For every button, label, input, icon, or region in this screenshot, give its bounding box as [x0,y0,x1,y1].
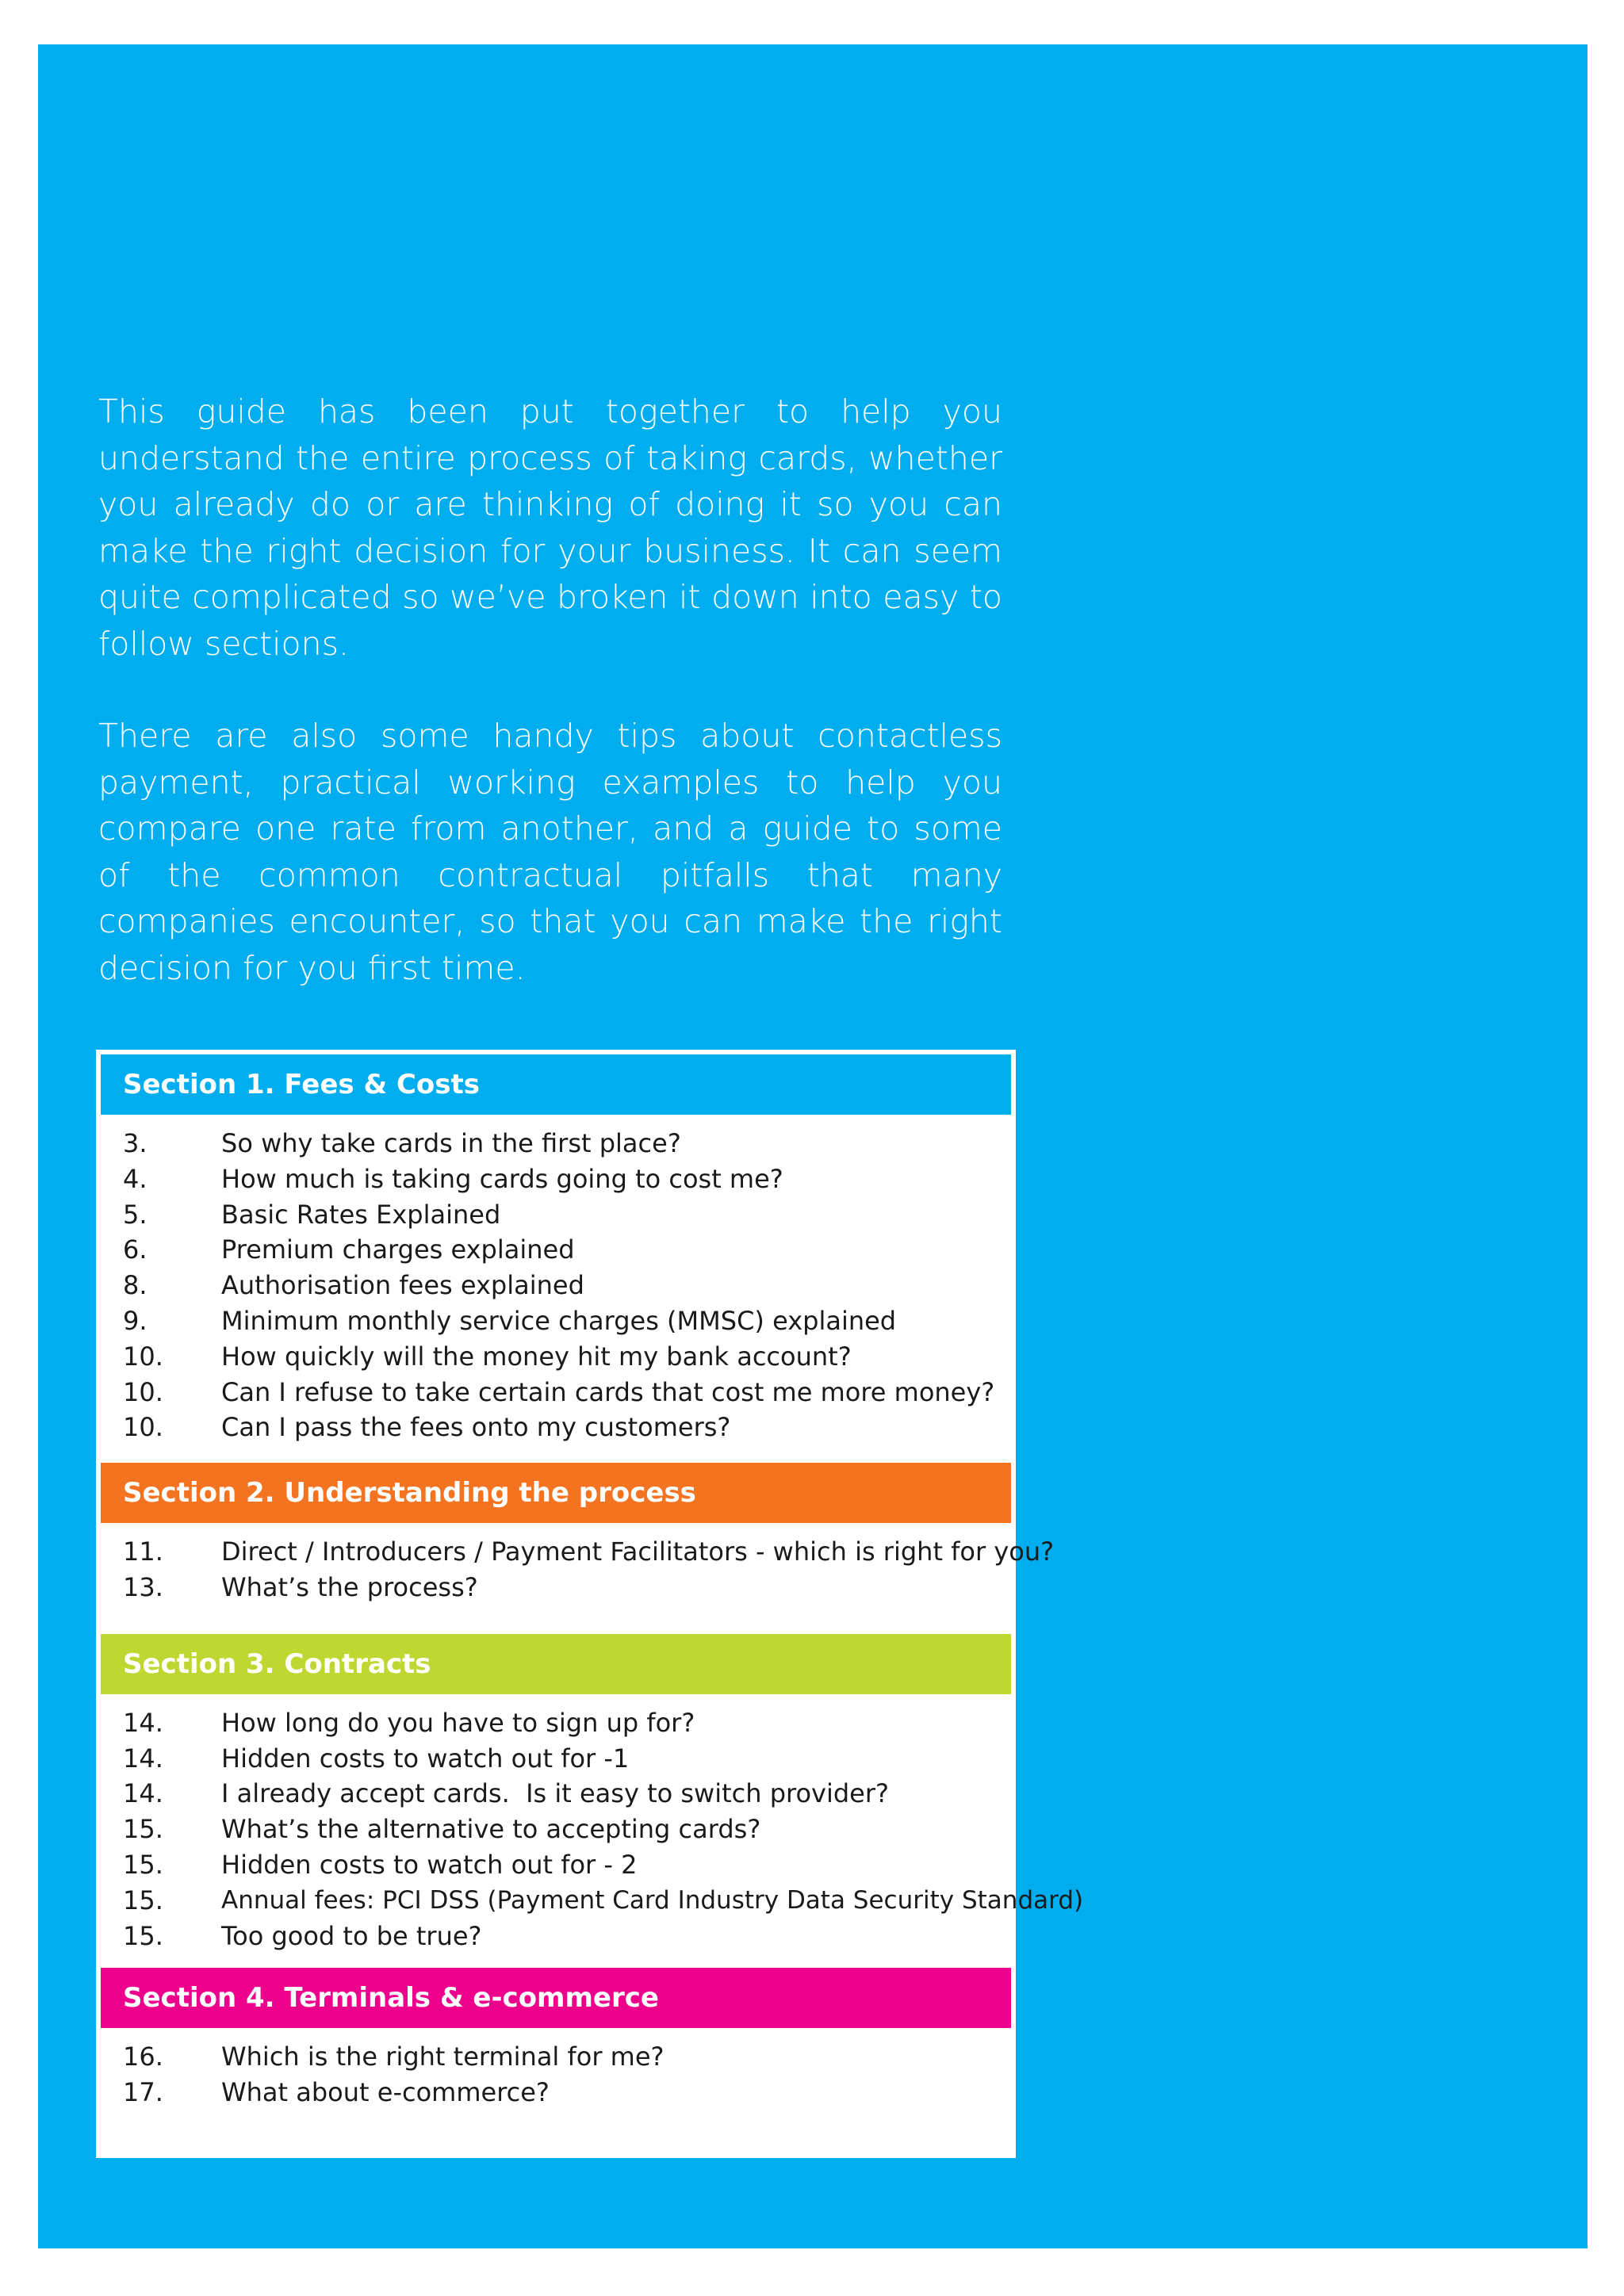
intro-paragraph-2: There are also some handy tips about contactless payment, practical working examples to help you compare one rate from another, and a guide to some of the common contractual pitfalls that many companies encounter, so that you can make the right decision for you first time. [98,717,1002,987]
toc-item[interactable] [101,1570,1011,1605]
toc-item[interactable] [101,1741,1011,1777]
toc-item-title: What about e-commerce? [221,2077,550,2108]
toc-item-title: Can I pass the fees onto my customers? [221,1412,731,1443]
toc-item-title: Hidden costs to watch out for - 2 [221,1849,638,1880]
intro-paragraph-1: This guide has been put together to help you understand the entire process of taking cards, whether you already do or are thinking of doing it so you can make the right decision for your business. It can seem quite complicated so we’ve broken it down into easy to follow sections. [98,392,1002,663]
toc-page-number: 11. [123,1536,163,1567]
toc-page-number: 6. [123,1234,147,1265]
toc-page-number: 14. [123,1778,163,1809]
table-of-contents [96,1050,1084,2158]
toc-page-number: 5. [123,1199,147,1230]
toc-page-number: 15. [123,1849,163,1880]
toc-item-title: Can I refuse to take certain cards that cost me more money? [221,1376,995,1407]
toc-item-title: Direct / Introducers / Payment Facilitators - which is right for you? [221,1536,1055,1567]
section-list-terminals-ecommerce [101,2028,1011,2110]
toc-item[interactable] [101,1126,1011,1161]
toc-page-number: 4. [123,1163,147,1194]
toc-page-number: 14. [123,1707,163,1738]
toc-item-title: How long do you have to sign up for? [221,1707,695,1738]
toc-item-title: Too good to be true? [221,1920,482,1951]
section-list-contracts [101,1694,1084,1954]
toc-item[interactable] [101,1919,1011,1954]
toc-item[interactable] [101,1339,1011,1375]
section-header-fees-costs: Section 1. Fees & Costs [101,1054,1011,1115]
toc-item[interactable] [101,1705,1011,1741]
toc-item-title: What’s the alternative to accepting cards? [221,1814,761,1845]
toc-item-title: So why take cards in the first place? [221,1128,681,1158]
toc-item[interactable] [101,2039,1011,2075]
toc-item[interactable] [101,2075,1011,2110]
toc-item[interactable] [101,1883,1084,1919]
toc-page-number: 8. [123,1270,147,1301]
toc-page-number: 16. [123,2042,163,2072]
toc-page-number: 10. [123,1412,163,1443]
toc-item[interactable] [101,1776,1011,1812]
toc-item[interactable] [101,1161,1011,1197]
section-header-understanding-process: Section 2. Understanding the process [101,1463,1011,1523]
toc-page-number: 3. [123,1128,147,1158]
toc-item-title: Annual fees: PCI DSS (Payment Card Industry Data Security Standard) [221,1885,1084,1915]
toc-item-title: Basic Rates Explained [221,1199,501,1230]
section-spacer [101,1954,1011,1968]
toc-page-number: 10. [123,1341,163,1372]
toc-page-number: 15. [123,1920,163,1951]
toc-page-number: 15. [123,1885,163,1915]
toc-item-title: How much is taking cards going to cost me? [221,1163,783,1194]
section-header-terminals-ecommerce: Section 4. Terminals & e-commerce [101,1968,1011,2028]
toc-page-number: 15. [123,1814,163,1845]
toc-item-title: Authorisation fees explained [221,1270,584,1301]
toc-item[interactable] [101,1268,1011,1303]
section-list-understanding-process [101,1523,1055,1605]
toc-item[interactable] [101,1232,1011,1268]
toc-page-number: 9. [123,1305,147,1336]
section-header-contracts: Section 3. Contracts [101,1634,1011,1694]
section-list-fees-costs [101,1115,1011,1445]
section-spacer [101,1445,1011,1463]
toc-page-number: 17. [123,2077,163,2108]
toc-item[interactable] [101,1534,1055,1570]
toc-item[interactable] [101,1812,1011,1847]
toc-item-title: Hidden costs to watch out for -1 [221,1743,630,1774]
toc-item[interactable] [101,1303,1011,1339]
toc-item[interactable] [101,1197,1011,1233]
toc-item-title: Minimum monthly service charges (MMSC) explained [221,1305,897,1336]
toc-page-number: 14. [123,1743,163,1774]
toc-item[interactable] [101,1410,1011,1445]
toc-item[interactable] [101,1847,1011,1883]
toc-item-title: Premium charges explained [221,1234,575,1265]
toc-page-number: 13. [123,1571,163,1602]
intro-text [98,388,1002,1037]
toc-item-title: Which is the right terminal for me? [221,2042,665,2072]
toc-page-number: 10. [123,1376,163,1407]
toc-item-title: I already accept cards. Is it easy to switch provider? [221,1778,889,1809]
toc-item-title: What’s the process? [221,1571,478,1602]
toc-item[interactable] [101,1375,1011,1410]
section-spacer [101,1605,1011,1634]
toc-item-title: How quickly will the money hit my bank account? [221,1341,852,1372]
